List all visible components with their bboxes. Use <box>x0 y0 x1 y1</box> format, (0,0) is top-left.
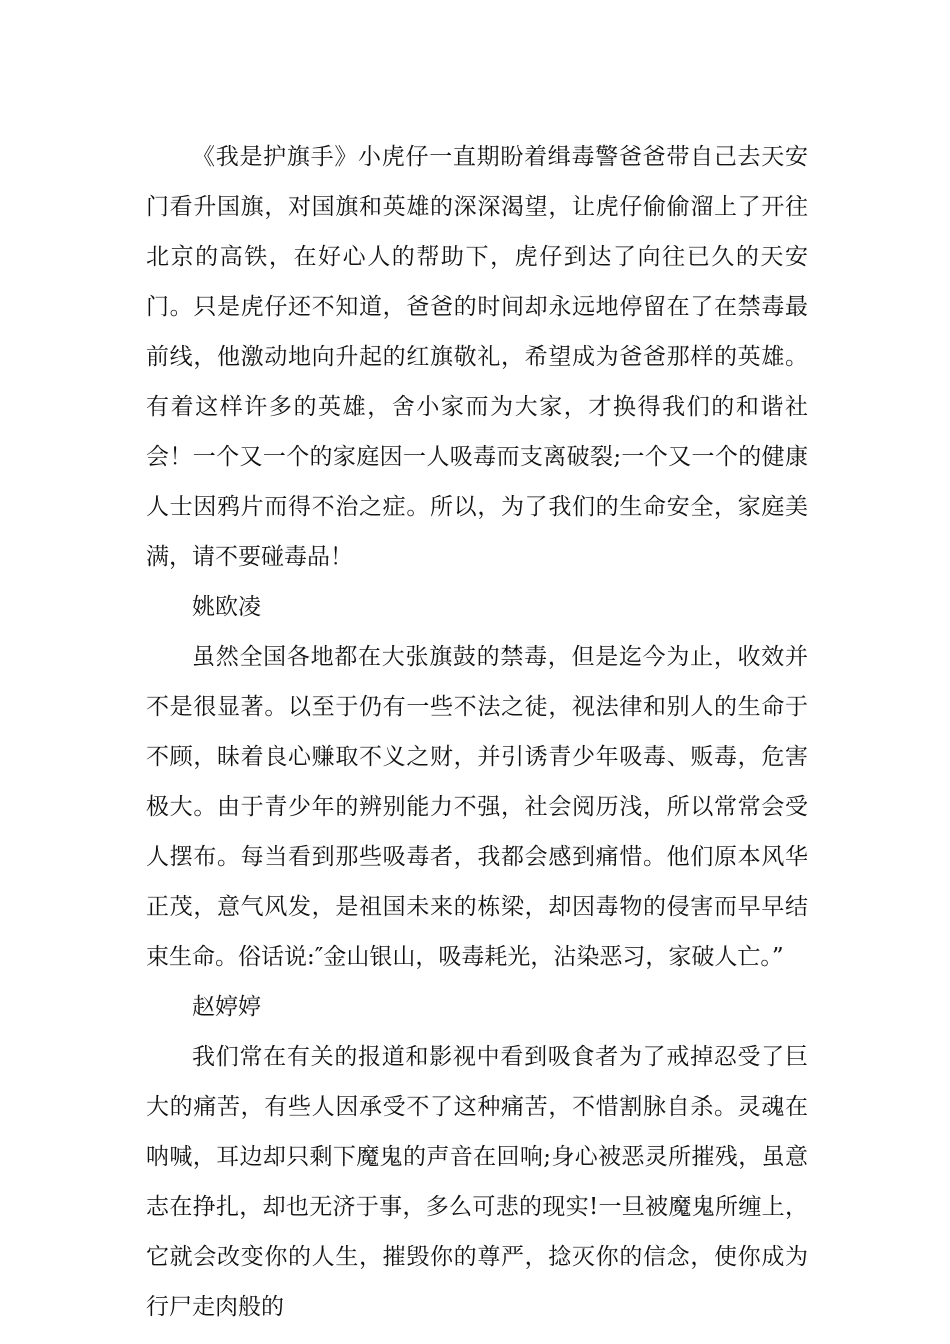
paragraph-drug-ban: 虽然全国各地都在大张旗鼓的禁毒，但是迄今为止，收效并不是很显著。以至于仍有一些不法之徒，视法律和别人的生命于不顾，昧着良心赚取不义之财，并引诱青少年吸毒、贩毒，危害极大。由于青少年的辨别能力不强，社会阅历浅，所以常常会受人摆布。每当看到那些吸毒者，我都会感到痛惜。他们原本风华正茂，意气风发，是祖国未来的栋梁，却因毒物的侵害而早早结束生命。俗话说:″金山银山，吸毒耗光，沾染恶习，家破人亡。” <box>146 644 808 970</box>
document-body <box>146 132 808 1332</box>
paragraph-hu-zai: 《我是护旗手》小虎仔一直期盼着缉毒警爸爸带自己去天安门看升国旗，对国旗和英雄的深深渴望，让虎仔偷偷溜上了开往北京的高铁，在好心人的帮助下，虎仔到达了向往已久的天安门。只是虎仔还不知道，爸爸的时间却永远地停留在了在禁毒最前线，他激动地向升起的红旗敬礼，希望成为爸爸那样的英雄。有着这样许多的英雄，舍小家而为大家，才换得我们的和谐社会！一个又一个的家庭因一人吸毒而支离破裂;一个又一个的健康人士因鸦片而得不治之症。所以，为了我们的生命安全，家庭美满，请不要碰毒品！ <box>146 144 808 570</box>
author-name-yao: 姚欧凌 <box>192 594 261 620</box>
author-name-zhao: 赵婷婷 <box>192 994 261 1020</box>
paragraph-addiction-pain: 我们常在有关的报道和影视中看到吸食者为了戒掉忍受了巨大的痛苦，有些人因承受不了这种痛苦，不惜割脉自杀。灵魂在呐喊，耳边却只剩下魔鬼的声音在回响;身心被恶灵所摧残，虽意志在挣扎，却也无济于事，多么可悲的现实!一旦被魔鬼所缠上，它就会改变你的人生，摧毁你的尊严，捻灭你的信念，使你成为行尸走肉般的 <box>146 1044 808 1320</box>
